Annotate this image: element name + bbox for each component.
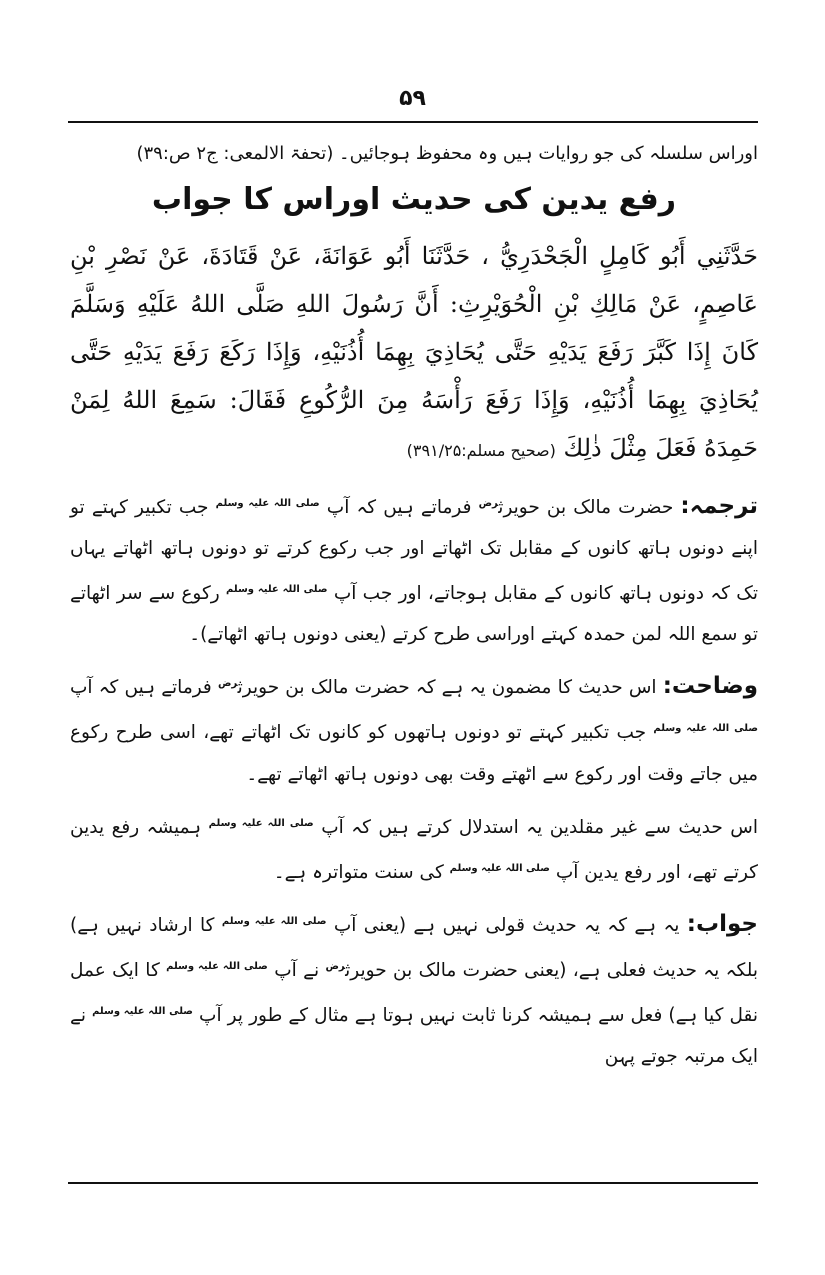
answer-part4: کا ایک عمل نقل کیا ہے) فعل سے ہمیشہ کرنا ثابت نہیں ہوتا ہے مثال کے طور پر آپ [70,960,759,1027]
saw-mark: صلی اللہ علیہ وسلم [449,862,550,874]
saw-mark: صلی اللہ علیہ وسلم [226,584,328,596]
saw-mark: صلی اللہ علیہ وسلم [221,915,327,927]
answer-part1: یہ ہے کہ یہ حدیث قولی نہیں ہے (یعنی آپ [333,915,680,937]
argument-part1: اس حدیث سے غیر مقلدین یہ استدلال کرتے ہیں کہ آپ [321,816,758,838]
saw-mark: صلی اللہ علیہ وسلم [92,1006,193,1018]
argument-paragraph [70,803,758,893]
explanation-part2: فرماتے ہیں کہ آپ [70,677,212,699]
hadith-reference: (صحیح مسلم:۳۹۱/۲۵) [406,441,556,460]
translation-part4: رکوع سے سر اٹھاتے تو سمع اللہ لمن حمدہ کہتے اوراسی طرح کرتے (یعنی دونوں ہاتھ اٹھاتے)۔ [70,583,758,646]
page-number: ۵۹ [399,86,426,111]
bottom-rule [68,1182,758,1184]
answer-part2: کا ارشاد نہیں ہے) بلکہ یہ حدیث فعلی ہے، (یعنی حضرت مالک بن حویرث [70,915,758,982]
translation-paragraph [70,483,758,655]
explanation-part1: اس حدیث کا مضمون یہ ہے کہ حضرت مالک بن حویرث [237,677,657,699]
saw-mark: صلی اللہ علیہ وسلم [166,961,268,973]
answer-paragraph [70,901,758,1077]
explanation-part3: جب تکبیر کہتے تو دونوں ہاتھوں کو کانوں تک اٹھاتے تھے، اسی طرح رکوع میں جاتے وقت اور رکوع سے اٹھتے وقت بھی دونوں ہاتھ اٹھاتے تھے۔ [70,722,758,785]
ra-mark: رض [325,961,346,973]
argument-part2: ہمیشہ رفع یدین کرتے تھے، اور رفع یدین آپ [70,816,758,883]
page-body [70,130,758,1077]
hadith-arabic-text [70,232,758,475]
top-rule [68,121,758,123]
argument-part3: کی سنت متواترہ ہے۔ [273,861,444,883]
explanation-lead: وضاحت: [662,673,758,700]
translation-part2: فرماتے ہیں کہ آپ [326,497,472,519]
saw-mark: صلی اللہ علیہ وسلم [653,723,758,735]
translation-part1: حضرت مالک بن حویرث [498,497,674,519]
hadith-text: حَدَّثَنِي أَبُو كَامِلٍ الْجَحْدَرِيُّ ، حَدَّثَنَا أَبُو عَوَانَةَ، عَنْ قَتَادَةَ، عَنْ نَصْرِ بْنِ عَاصِمٍ، عَنْ مَالِكِ بْنِ الْحُوَيْرِثِ: أَنَّ رَسُولَ اللهِ صَلَّى اللهُ عَلَيْهِ وَسَلَّمَ كَانَ إِذَا كَبَّرَ رَفَعَ يَدَيْهِ حَتَّى يُحَاذِيَ بِهِمَا أُذُنَيْهِ، وَإِذَا رَكَعَ رَفَعَ يَدَيْهِ حَتَّى يُحَاذِيَ بِهِمَا أُذُنَيْهِ، وَإِذَا رَفَعَ رَأْسَهُ مِنَ الرُّكُوعِ فَقَالَ: سَمِعَ اللهُ لِمَنْ حَمِدَهُ فَعَلَ مِثْلَ ذٰلِكَ [70,242,759,462]
ra-mark: رض [478,498,499,509]
ra-mark: رض [217,678,238,690]
answer-part3: نے آپ [274,960,320,982]
section-heading: رفع یدین کی حدیث اوراس کا جواب [151,182,677,217]
saw-mark: صلی اللہ علیہ وسلم [215,498,320,509]
explanation-paragraph [70,663,758,794]
translation-lead: ترجمہ: [680,493,759,520]
saw-mark: صلی اللہ علیہ وسلم [208,817,314,829]
intro-line: اوراس سلسلہ کی جو روایات ہیں وہ محفوظ ہوجائیں۔ (تحفۃ الالمعی: ج۲ ص:۳۹) [136,143,758,164]
answer-lead: جواب: [686,911,758,938]
translation-part3: جب تکبیر کہتے تو اپنے دونوں ہاتھ کانوں کے مقابل تک اٹھاتے اور جب رکوع کرتے تو دونوں ہاتھ اٹھاتے یہاں تک کہ دونوں ہاتھ کانوں کے مقابل ہوجاتے، اور جب آپ [70,497,758,605]
answer-part5: نے ایک مرتبہ جوتے پہن [70,1005,758,1068]
